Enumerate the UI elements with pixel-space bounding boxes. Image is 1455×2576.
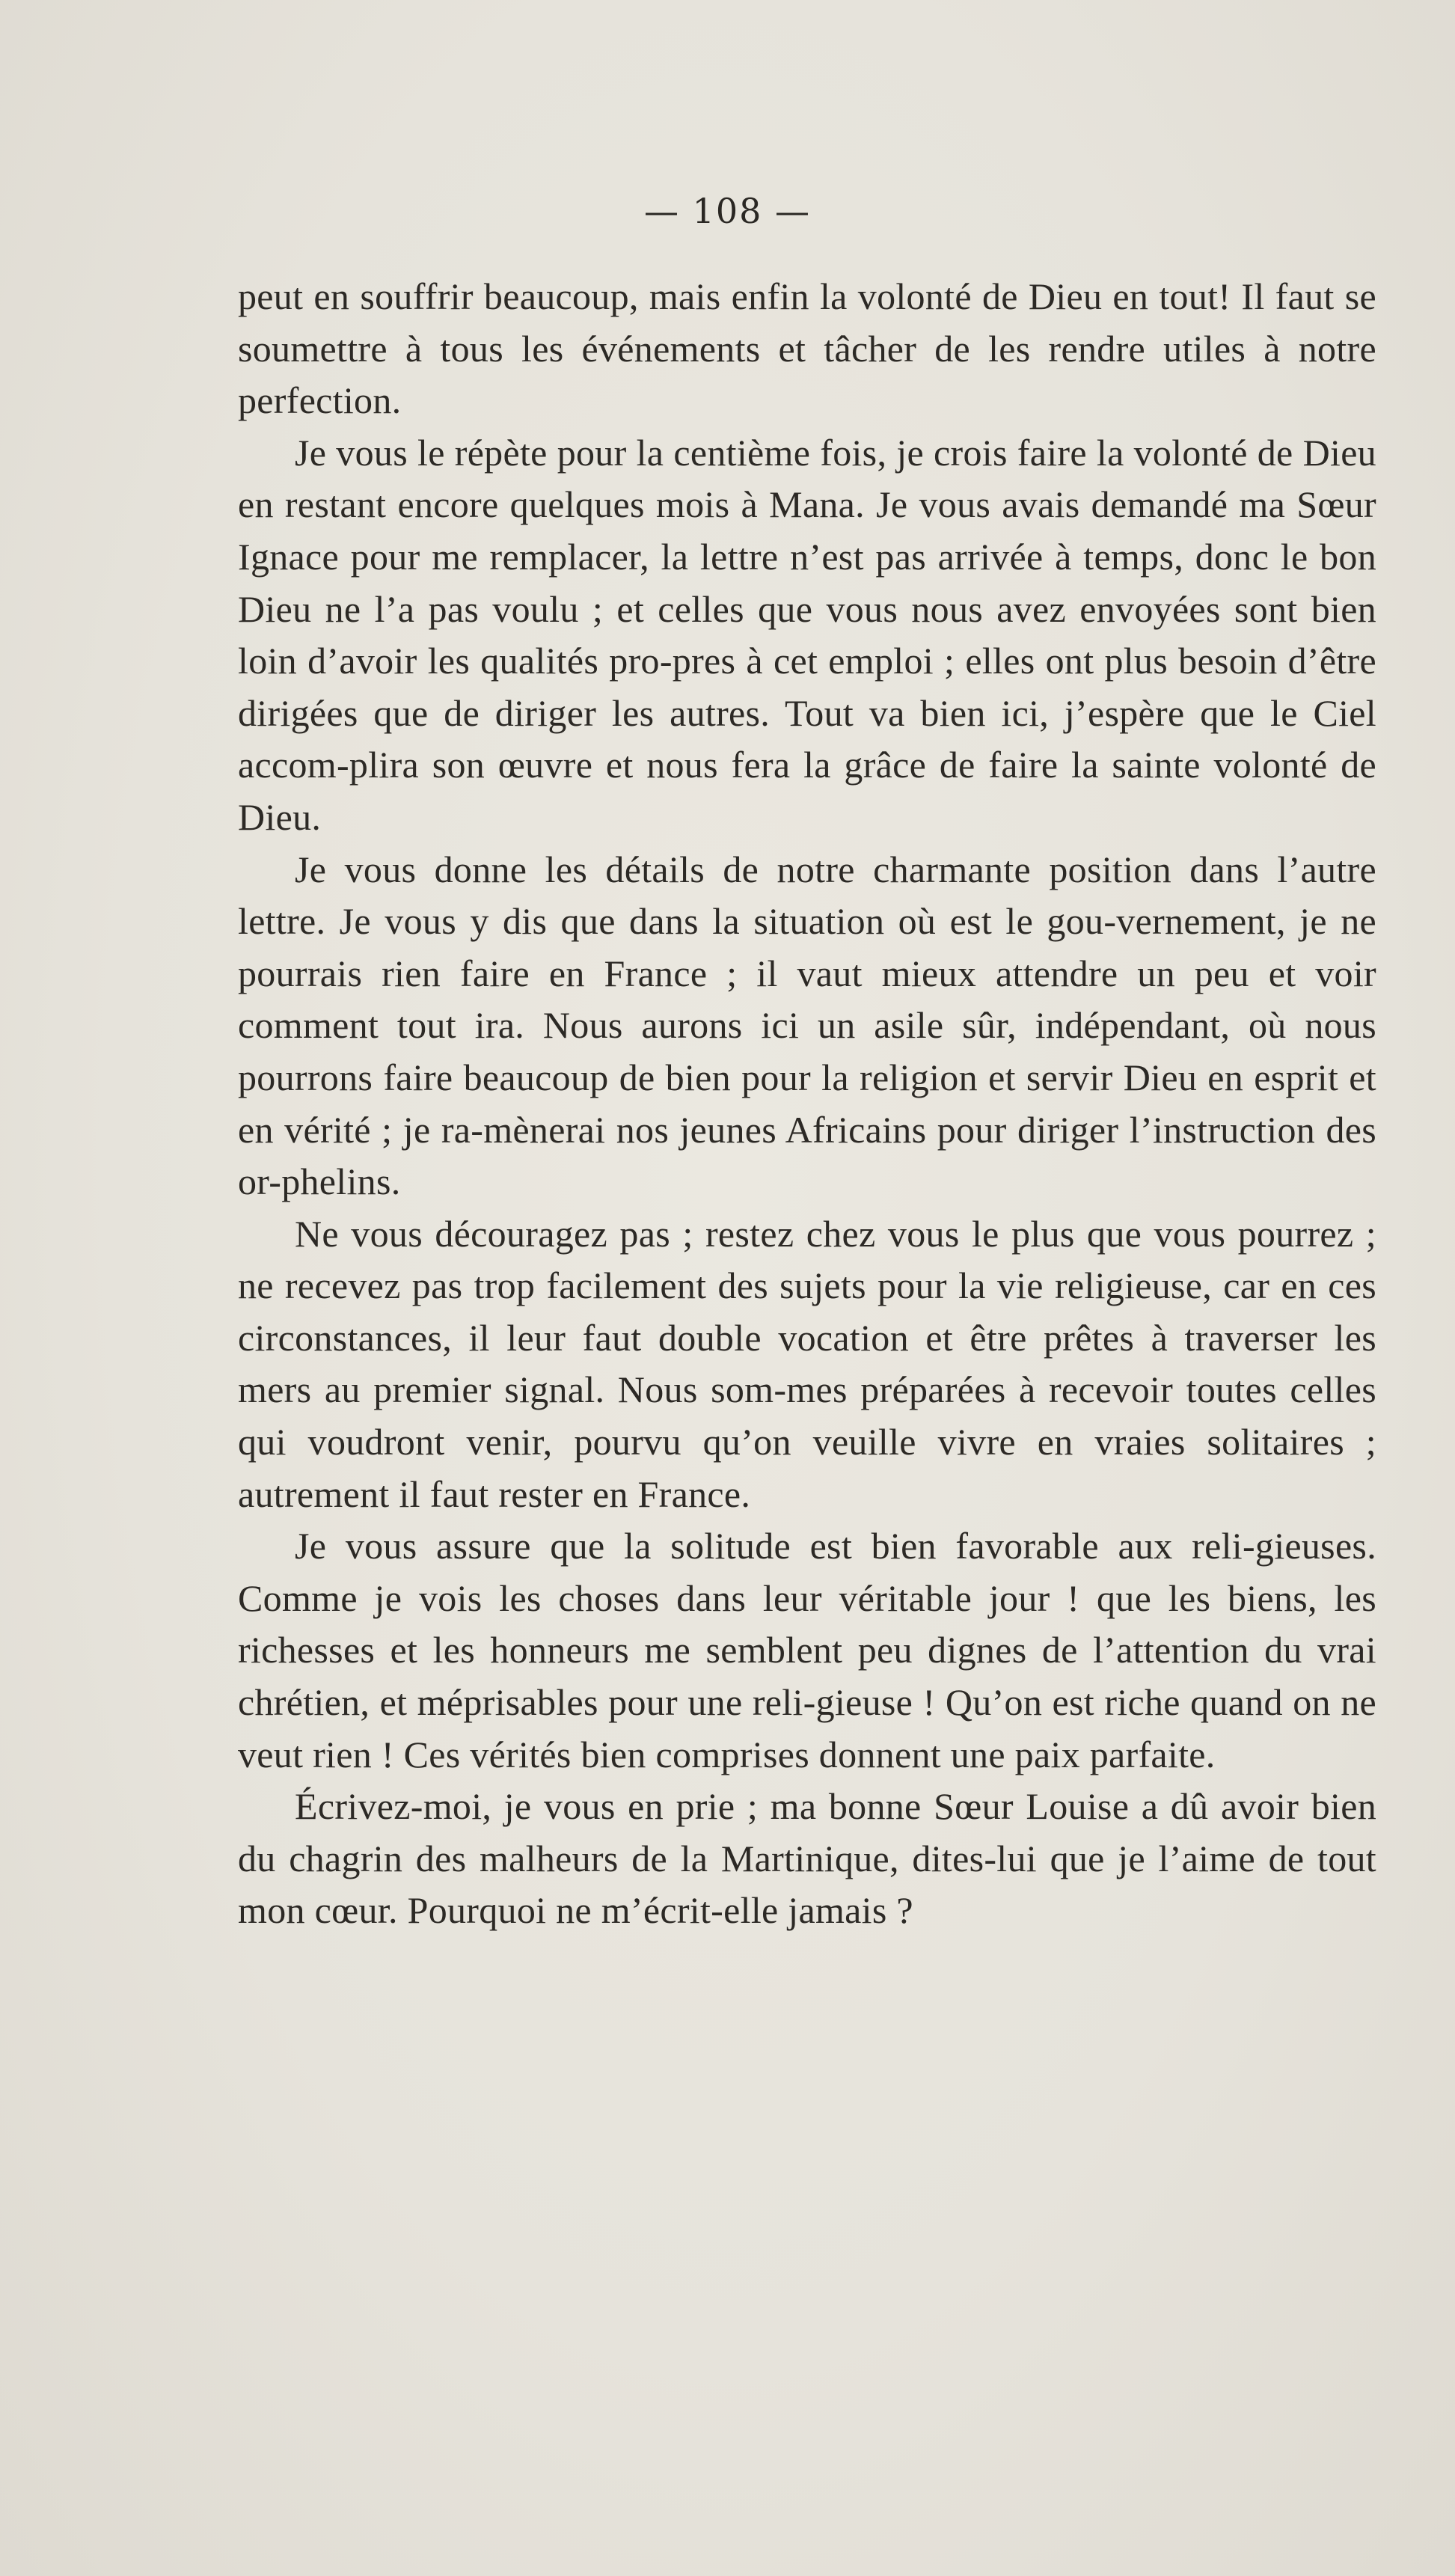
paragraph-3: Je vous donne les détails de notre charmante position dans l’autre lettre. Je vous y dis que dans la situation où est le gou-vernement, je ne pourrais rien faire en France ; il vaut mieux attendre un peu et voir comment tout ira. Nous aurons ici un asile sûr, indépendant, où nous pourrons faire beaucoup de bien pour la religion et servir Dieu en esprit et en vérité ; je ra-mènerai nos jeunes Africains pour diriger l’instruction des or-phelins. — [238, 848, 1376, 1203]
paragraph-6: Écrivez-moi, je vous en prie ; ma bonne Sœur Louise a dû avoir bien du chagrin des malheurs de la Martinique, dites-lui que je l’aime de tout mon cœur. Pourquoi ne m’écrit-elle jamais ? — [238, 1785, 1376, 1932]
paragraph-1: peut en souffrir beaucoup, mais enfin la volonté de Dieu en tout! Il faut se soumettre à tous les événements et tâcher de les rendre utiles à notre perfection. — [238, 275, 1376, 422]
page-number: — 108 — — [643, 191, 812, 231]
letter-text — [238, 271, 1376, 1937]
paragraph-5: Je vous assure que la solitude est bien favorable aux reli-gieuses. Comme je vois les choses dans leur véritable jour ! que les biens, les richesses et les honneurs me semblent peu dignes de l’attention du vrai chrétien, et méprisables pour une reli-gieuse ! Qu’on est riche quand on ne veut rien ! Ces vérités bien comprises donnent une paix parfaite. — [238, 1525, 1376, 1775]
paragraph-2: Je vous le répète pour la centième fois, je crois faire la volonté de Dieu en restant encore quelques mois à Mana. Je vous avais demandé ma Sœur Ignace pour me remplacer, la lettre n’est pas arrivée à temps, donc le bon Dieu ne l’a pas voulu ; et celles que vous nous avez envoyées sont bien loin d’avoir les qualités pro-pres à cet emploi ; elles ont plus besoin d’être dirigées que de diriger les autres. Tout va bien ici, j’espère que le Ciel accom-plira son œuvre et nous fera la grâce de faire la sainte volonté de Dieu. — [238, 431, 1376, 838]
paragraph-4: Ne vous découragez pas ; restez chez vous le plus que vous pourrez ; ne recevez pas trop facilement des sujets pour la vie religieuse, car en ces circonstances, il leur faut double vocation et être prêtes à traverser les mers au premier signal. Nous som-mes préparées à recevoir toutes celles qui voudront venir, pourvu qu’on veuille vivre en vraies solitaires ; autrement il faut rester en France. — [238, 1212, 1376, 1515]
